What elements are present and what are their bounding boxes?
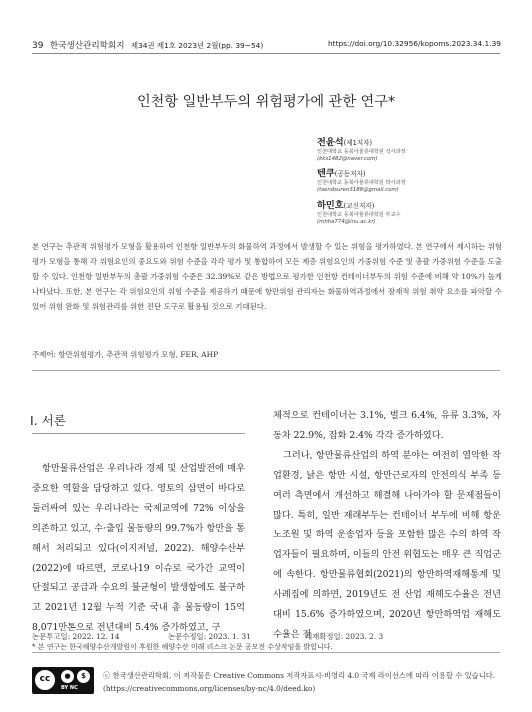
body-column-left (32, 459, 245, 638)
by-person-icon: ● (61, 670, 74, 683)
page-number: 39 (32, 41, 44, 51)
abstract-rule (32, 370, 500, 371)
revised-date: 논문수정일: 2023. 1. 31 (168, 632, 251, 641)
author-1 (317, 134, 372, 148)
header-rule (32, 53, 500, 54)
author-email: (kks1482@naver.com) (317, 156, 378, 162)
keywords: 주제어: 항만위험평가, 추관적 위험평가 모형, FER, AHP (32, 350, 219, 359)
accepted-date: 게재확정일: 2023. 2. 3 (305, 632, 384, 641)
author-role: (공동저자) (334, 170, 366, 178)
cc-logo-icon: cc (34, 669, 56, 691)
author-email: (tsendsuren3188@gmail.com) (317, 187, 399, 193)
section-rule (32, 433, 245, 434)
license-text: ⓒ 한국생산관리학회, 이 저작물은 Creative Commons 저작자표시-비영리 4.0 국제 라이선스에 따라 이용할 수 있습니다. (https://creativecommons.org/licenses/by-nc/4.0/deed.ko) (103, 671, 496, 693)
cc-license-badge[interactable] (32, 667, 94, 694)
author-affiliation: 인천대학교 동북아물류대학원 부교수 (317, 212, 401, 218)
received-date: 논문투고일: 2022. 12. 14 (32, 632, 120, 641)
footnote: * 본 연구는 한국해양수산개발원이 후원한 해양수산 미래 리스크 논문 공모전 수상작임을 밝힙니다. (32, 643, 333, 651)
author-3 (317, 197, 374, 211)
author-email: (mhha774@inu.ac.kr) (317, 219, 376, 225)
author-affiliation: 인천대학교 동북아물류대학원 석사과정 (317, 149, 406, 155)
section-heading: Ⅰ. 서론 (30, 413, 66, 428)
author-role: (교신저자) (343, 202, 375, 210)
paragraph: 그러나, 항만물류산업의 하역 분야는 여전히 열악한 작업환경, 낡은 항만 시설, 항만근로자의 안전의식 부족 등 여러 측면에서 개선하고 해결해 나아가야 할 문제점들이 많다. 특히, 일반 재래부두는 컨테이너 부두에 비해 항운노조원 및 하역 운송업자 등을 포함한 많은 수의 하역 작업자들이 필요하며, 이들의 안전 위협도는 매우 큰 직업군에 속한다. 항만물류협회(2021)의 항만하역재해통계 및 사례집에 의하면, 2019년도 전 산업 재해도수율은 전년 대비 15.6% 증가하였으며, 2020년 항만하역업 재해도수율은 전 (273, 449, 501, 640)
nc-dollar-icon: $ (77, 670, 90, 683)
footnote-rule (32, 652, 500, 653)
author-2 (317, 165, 365, 179)
abstract: 본 연구는 추관적 위험평가 모형을 활용하여 인천항 일반부두의 화물하역 과정에서 발생할 수 있는 위험을 평가하였다. 본 연구에서 제시하는 위험평가 모형을 통해 각 위험요인의 중요도와 위험 수준을 각각 평가 및 통합하여 모든 제층 위험요인의 가중위험 수준 및 총괄 가중위험 수준을 도출할 수 있다. 인천항 일반부두의 총괄 가중위험 수준은 32.39%로 같은 방법으로 평가한 인천항 컨테이너부두의 위험 수준에 비해 약 10%가 높게 나타났다. 또한, 본 연구는 각 위험요인의 위험 수준을 제공하기 때문에 항만위험 관리자는 화물하역과정에서 잠재적 위험 취약 요소를 파악할 수 있어 위험 완화 및 위험관리를 위한 진단 도구로 활용될 것으로 기대된다. (32, 242, 502, 312)
author-name: 전윤석 (317, 137, 344, 148)
author-role: (제1저자) (343, 139, 373, 147)
journal-name: 한국생산관리학회지 (49, 41, 125, 51)
author-name: 하민호 (317, 200, 344, 211)
cc-badge-labels: BY NC (61, 685, 78, 691)
paper-title: 인천항 일반부두의 위험평가에 관한 연구* (136, 94, 396, 110)
paragraph: 체적으로 컨테이너는 3.1%, 벌크 6.4%, 유류 3.3%, 자동차 22.9%, 잡화 2.4% 각각 증가하였다. (273, 410, 501, 441)
issue-info: 제34권 제1호 2023년 2월(pp. 39~54) (130, 41, 264, 50)
running-header-left (32, 39, 263, 51)
body-column-right (273, 406, 501, 645)
paragraph: 항만물류산업은 우리나라 경제 및 산업발전에 매우 중요한 역할을 담당하고 있다. 영토의 삼면이 바다로 둘러싸여 있는 우리나라는 국제교역에 72% 이상을 의존하고 있고, 수·출입 물동량의 99.7%가 항만을 통해서 처리되고 있다(이지저널, 2022). 해양수산부(2022)에 따르면, 코로나19 이슈로 국가간 교역이 단절되고 공급과 수요의 불균형이 발생함에도 불구하고 2021년 12월 누적 기준 국내 총 물동량이 15억 8,071만톤으로 전년대비 5.4% 증가하였고, 구 (32, 463, 245, 634)
author-name: 텐쿠 (317, 168, 335, 179)
doi-link[interactable]: https://doi.org/10.32956/kopoms.2023.34.1.39 (328, 39, 501, 48)
author-affiliation: 인천대학교 동북아물류대학원 박사과정 (317, 180, 406, 186)
